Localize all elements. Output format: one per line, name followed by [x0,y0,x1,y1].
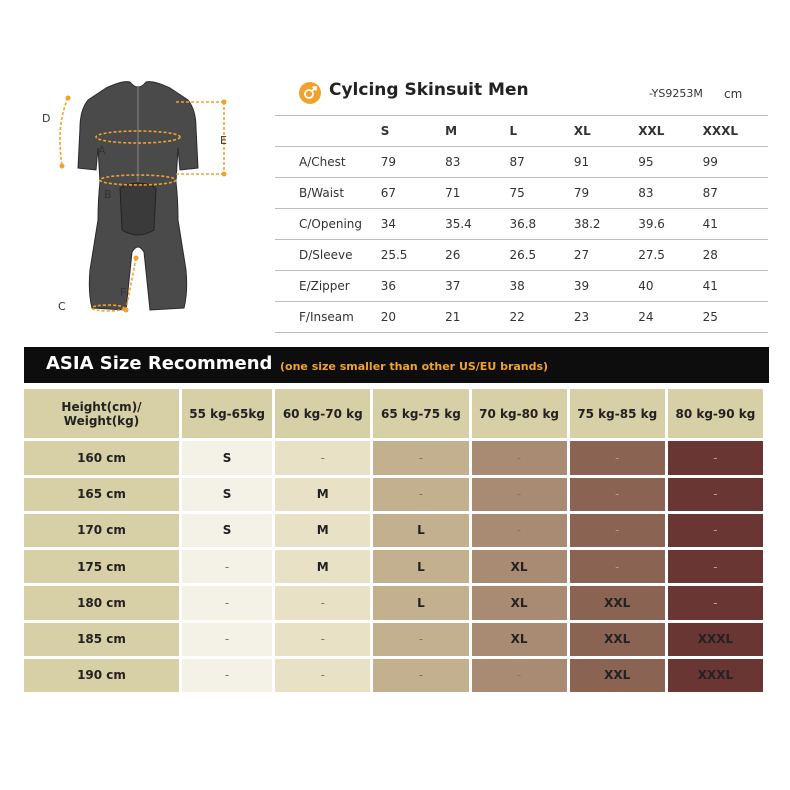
size-cell: 71 [445,178,509,209]
recommend-cell: - [275,441,370,474]
height-label: 170 cm [24,514,179,547]
recommend-cell: - [182,550,272,583]
size-cell: 99 [703,147,768,178]
recommend-cell: S [182,478,272,511]
size-cell: 26.5 [509,240,573,271]
size-cell: 35.4 [445,209,509,240]
recommend-cell: - [373,478,468,511]
size-header-corner [275,116,381,147]
size-cell: 34 [381,209,445,240]
recommend-cell: - [668,586,763,619]
height-label: 175 cm [24,550,179,583]
recommend-cell: - [668,441,763,474]
recommend-cell: L [373,514,468,547]
size-cell: 28 [703,240,768,271]
size-cell: 91 [574,147,638,178]
height-label: 160 cm [24,441,179,474]
recommend-cell: M [275,550,370,583]
recommend-cell: XXL [570,659,665,692]
recommend-cell: - [570,550,665,583]
size-cell: 23 [574,302,638,333]
size-cell: 36.8 [509,209,573,240]
male-symbol-icon [299,82,321,104]
label-a: A [98,144,106,157]
recommend-cell: S [182,514,272,547]
size-cell: 83 [638,178,702,209]
size-cell: 95 [638,147,702,178]
label-f: F [120,286,127,299]
recommend-cell: - [472,441,567,474]
recommend-cell: XXXL [668,623,763,656]
recommend-cell: - [373,659,468,692]
recommend-row [24,550,763,583]
size-row-inseam [275,302,768,333]
size-cell: 39.6 [638,209,702,240]
recommend-cell: - [373,441,468,474]
weight-header: 70 kg-80 kg [472,389,567,438]
weight-header: 60 kg-70 kg [275,389,370,438]
skinsuit-illustration [28,70,268,325]
size-col-header: XXXL [703,116,768,147]
label-b: B [104,188,112,201]
recommend-header-row [24,389,763,438]
weight-header: 80 kg-90 kg [668,389,763,438]
size-cell: 83 [445,147,509,178]
weight-header: 75 kg-85 kg [570,389,665,438]
recommend-row [24,623,763,656]
size-row-waist [275,178,768,209]
recommend-cell: - [373,623,468,656]
size-cell: 39 [574,271,638,302]
recommend-cell: - [182,586,272,619]
product-title: Cylcing Skinsuit Men [329,80,529,100]
size-cell: 27.5 [638,240,702,271]
recommend-cell: - [570,478,665,511]
recommend-cell: L [373,586,468,619]
height-label: 185 cm [24,623,179,656]
weight-header: 65 kg-75 kg [373,389,468,438]
size-cell: 22 [509,302,573,333]
size-cell: 38 [509,271,573,302]
recommend-cell: - [472,478,567,511]
height-label: 165 cm [24,478,179,511]
recommend-cell: M [275,478,370,511]
recommend-cell: M [275,514,370,547]
recommend-cell: - [570,514,665,547]
size-row-chest [275,147,768,178]
size-cell: 25.5 [381,240,445,271]
recommend-row [24,478,763,511]
recommend-cell: - [275,659,370,692]
size-cell: 87 [509,147,573,178]
recommend-cell: XL [472,623,567,656]
asia-title: ASIA Size Recommend [46,353,273,374]
size-row-zipper [275,271,768,302]
recommend-cell: XXL [570,586,665,619]
asia-size-banner [24,347,769,383]
size-col-header: L [509,116,573,147]
size-cell: 79 [381,147,445,178]
size-cell: 36 [381,271,445,302]
size-cell: 20 [381,302,445,333]
recommend-cell: S [182,441,272,474]
size-cell: 41 [703,271,768,302]
size-cell: 24 [638,302,702,333]
size-cell: 37 [445,271,509,302]
asia-note: (one size smaller than other US/EU brands) [280,360,549,373]
product-header [275,80,770,110]
size-cell: 26 [445,240,509,271]
row-label: D/Sleeve [275,240,381,271]
size-col-header: M [445,116,509,147]
recommend-cell: - [472,514,567,547]
recommend-cell: XL [472,550,567,583]
size-row-sleeve [275,240,768,271]
asia-recommend-table [21,386,766,695]
size-cell: 27 [574,240,638,271]
recommend-row [24,659,763,692]
size-cell: 40 [638,271,702,302]
size-cell: 75 [509,178,573,209]
recommend-cell: - [668,514,763,547]
recommend-cell: - [570,441,665,474]
size-header-row [275,116,768,147]
recommend-cell: - [275,623,370,656]
row-label: A/Chest [275,147,381,178]
label-d: D [42,112,51,125]
size-cell: 79 [574,178,638,209]
size-col-header: XXL [638,116,702,147]
height-label: 190 cm [24,659,179,692]
recommend-cell: - [668,478,763,511]
size-row-opening [275,209,768,240]
recommend-row [24,441,763,474]
size-chart-table [275,115,768,333]
recommend-row [24,586,763,619]
size-cell: 41 [703,209,768,240]
row-label: E/Zipper [275,271,381,302]
weight-header: 55 kg-65kg [182,389,272,438]
recommend-cell: XXXL [668,659,763,692]
recommend-cell: XL [472,586,567,619]
size-cell: 21 [445,302,509,333]
recommend-cell: L [373,550,468,583]
row-label: C/Opening [275,209,381,240]
label-e: E [220,134,227,147]
recommend-cell: - [182,623,272,656]
recommend-row [24,514,763,547]
size-col-header: XL [574,116,638,147]
product-code: -YS9253M [649,87,703,100]
size-cell: 67 [381,178,445,209]
recommend-cell: - [472,659,567,692]
size-cell: 38.2 [574,209,638,240]
recommend-cell: XXL [570,623,665,656]
corner-header: Height(cm)/ Weight(kg) [24,389,179,438]
unit-label: cm [724,87,743,101]
size-cell: 87 [703,178,768,209]
label-c: C [58,300,66,313]
height-label: 180 cm [24,586,179,619]
recommend-cell: - [182,659,272,692]
size-col-header: S [381,116,445,147]
row-label: B/Waist [275,178,381,209]
size-cell: 25 [703,302,768,333]
recommend-cell: - [668,550,763,583]
recommend-cell: - [275,586,370,619]
row-label: F/Inseam [275,302,381,333]
